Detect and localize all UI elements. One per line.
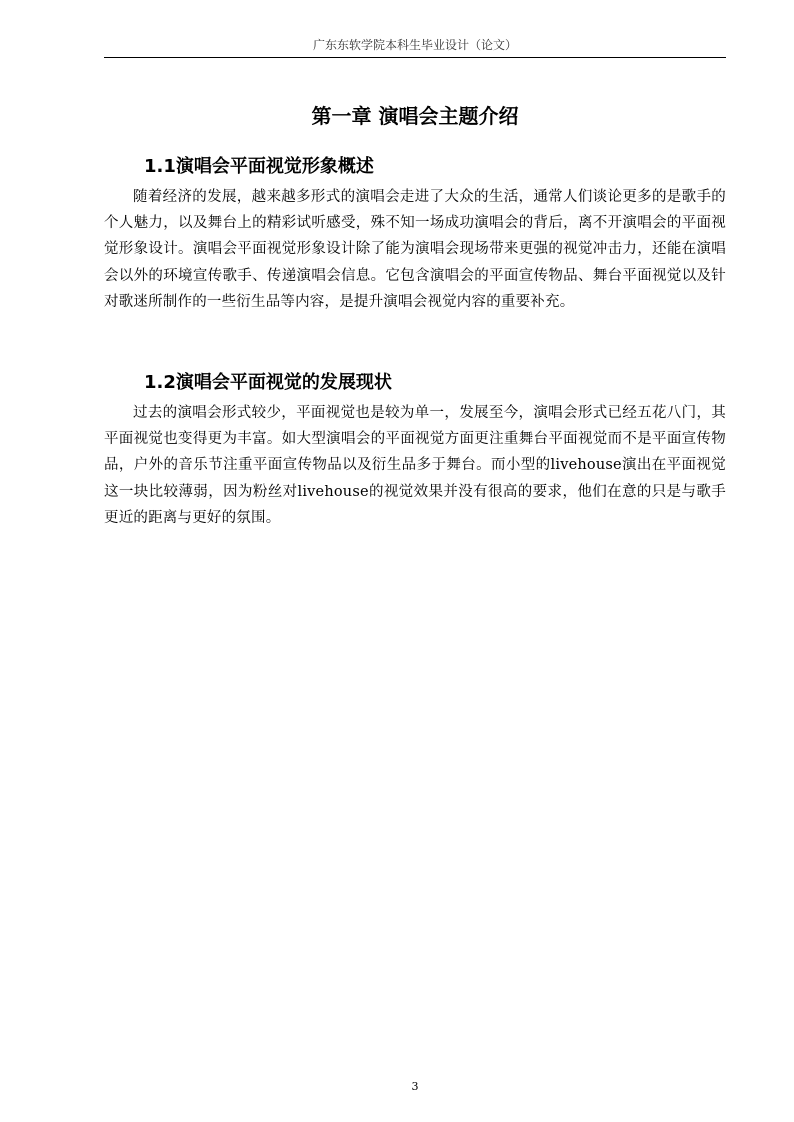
section-paragraph: 过去的演唱会形式较少，平面视觉也是较为单一，发展至今，演唱会形式已经五花八门，其平面视觉也变得更为丰富。如大型演唱会的平面视觉方面更注重舞台平面视觉而不是平面宣传物品，户外的音乐节注重平面宣传物品以及衍生品多于舞台。而小型的livehouse演出在平面视觉这一块比较薄弱，因为粉丝对livehouse的视觉效果并没有很高的要求，他们在意的只是与歌手更近的距离与更好的氛围。 [104,405,726,526]
page-header: 广东东软学院本科生毕业设计（论文） [312,38,517,52]
section-title: 1.2演唱会平面视觉的发展现状 [144,372,392,393]
section-paragraph: 随着经济的发展，越来越多形式的演唱会走进了大众的生活，通常人们谈论更多的是歌手的个人魅力，以及舞台上的精彩试听感受，殊不知一场成功演唱会的背后，离不开演唱会的平面视觉形象设计。演唱会平面视觉形象设计除了能为演唱会现场带来更强的视觉冲击力，还能在演唱会以外的环境宣传歌手、传递演唱会信息。它包含演唱会的平面宣传物品、舞台平面视觉以及针对歌迷所制作的一些衍生品等内容，是提升演唱会视觉内容的重要补充。 [104,189,726,310]
header-rule [104,57,726,58]
section-1-2 [104,370,726,531]
section-1-1 [104,154,726,315]
page-number: 3 [411,1080,419,1093]
chapter-title: 第一章 演唱会主题介绍 [311,104,519,128]
section-title: 1.1演唱会平面视觉形象概述 [144,156,374,177]
